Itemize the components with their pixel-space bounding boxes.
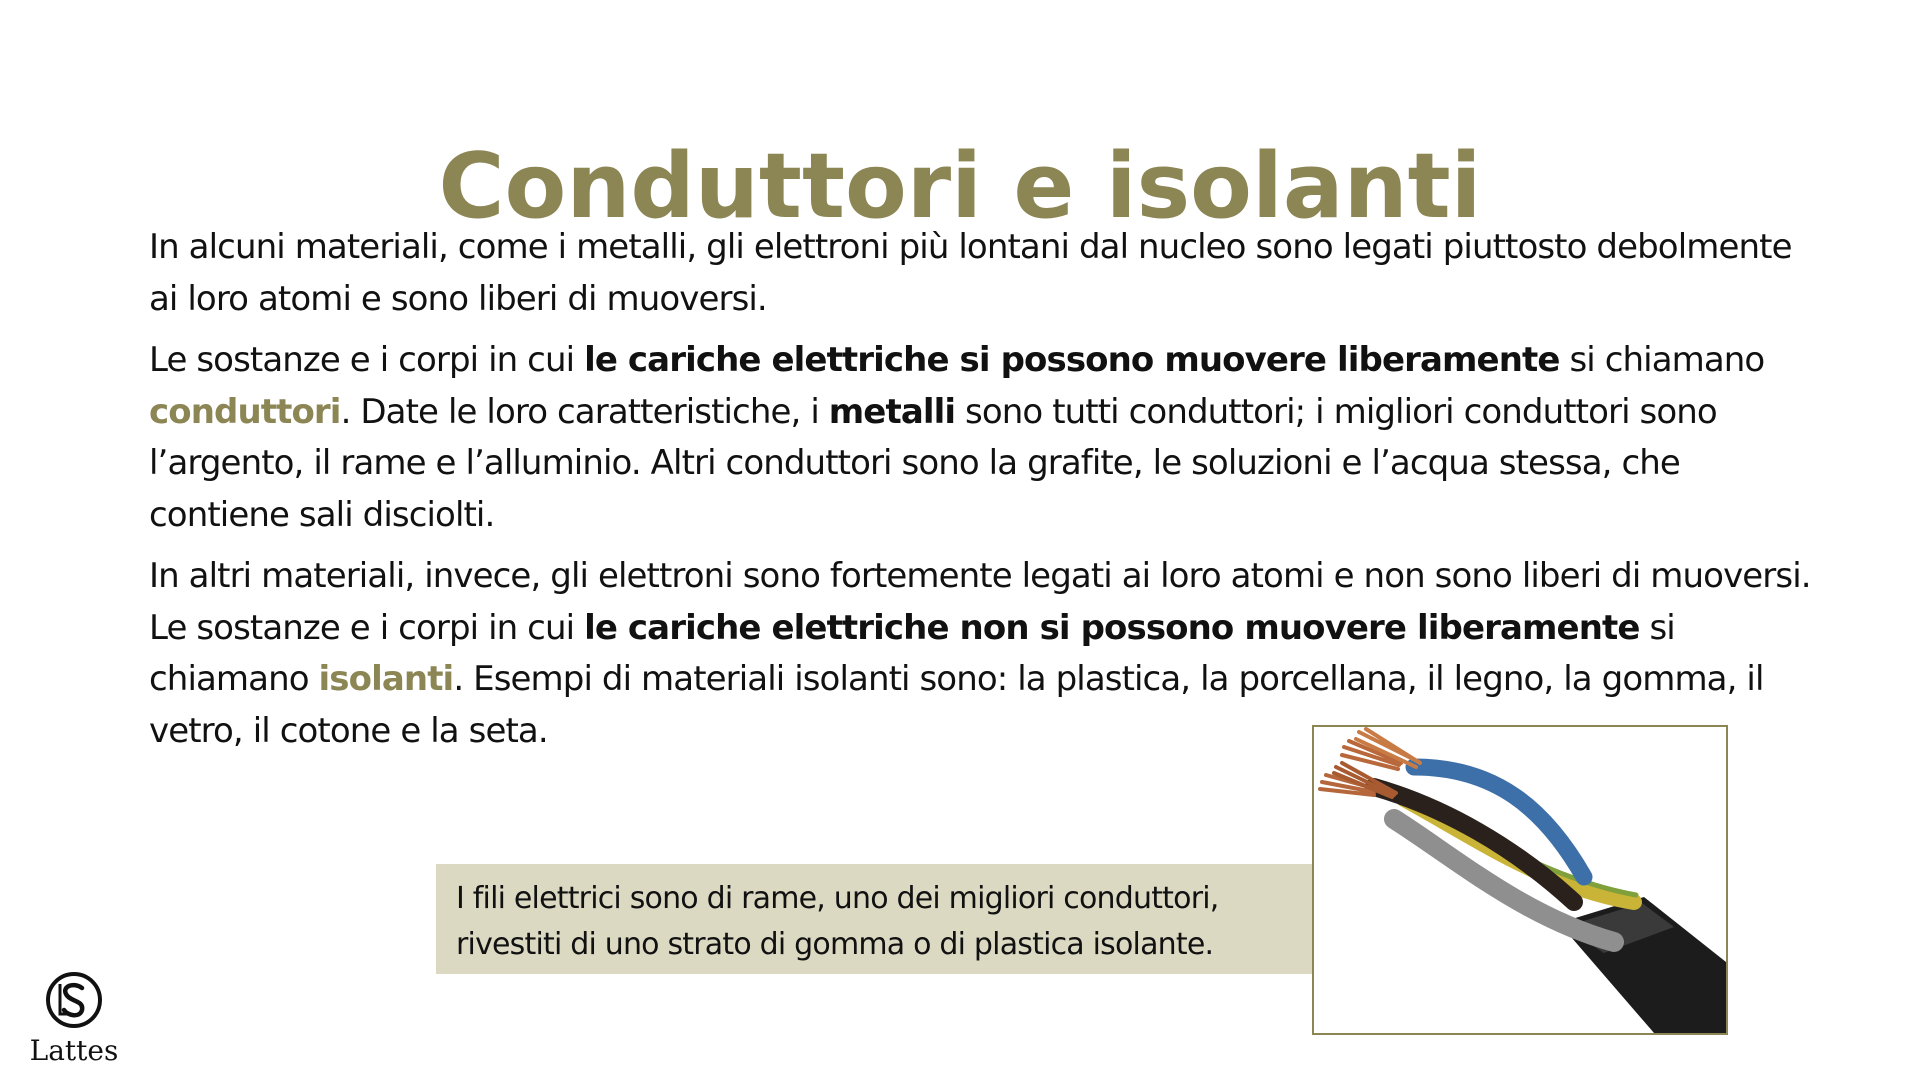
publisher-name: Lattes: [29, 1034, 119, 1067]
electric-cable-photo: [1312, 725, 1728, 1035]
bold-metals: metalli: [828, 391, 956, 432]
electric-cable-icon: [1314, 727, 1726, 1033]
paragraph-metals-electrons: In alcuni materiali, come i metalli, gli elettroni più lontani dal nucleo sono legati piuttosto debolmente ai loro atomi e sono liberi di muoversi.: [149, 227, 1792, 319]
paragraph-conductors: [149, 335, 1829, 541]
term-conductors: conduttori: [149, 391, 341, 432]
paragraph-conductors-text-3: . Date le loro caratteristiche, i: [340, 391, 829, 432]
lattes-logo-icon: [44, 970, 104, 1030]
body-text: [149, 222, 1829, 767]
paragraph-conductors-text-4: sono tutti conduttori; i migliori conduttori sono l’argento, il rame e l’alluminio. Altri conduttori sono la grafite, le soluzioni e l’acqua stessa, che contiene sali disciolti.: [149, 391, 1717, 535]
paragraph-conductors-text-2: si chiamano: [1559, 340, 1765, 380]
bold-charges-move-freely: le cariche elettriche si possono muovere liberamente: [584, 340, 1560, 380]
term-insulators: isolanti: [318, 659, 454, 699]
paragraph-conductors-text-1: Le sostanze e i corpi in cui: [149, 340, 585, 380]
paragraph-insulators-text-1: In altri materiali, invece, gli elettroni sono fortemente legati ai loro atomi e non sono liberi di muoversi. Le sostanze e i corpi in cui: [149, 556, 1811, 648]
publisher-logo: [26, 970, 122, 1070]
caption-line-2: rivestiti di uno strato di gomma o di plastica isolante.: [456, 927, 1214, 962]
bold-charges-not-move: le cariche elettriche non si possono muovere liberamente: [584, 607, 1640, 648]
paragraph-insulators-text-3: . Esempi di materiali isolanti sono: la plastica, la porcellana, il legno, la gomma, il vetro, il cotone e la seta.: [149, 659, 1764, 751]
logo-s-curve: [64, 985, 82, 1015]
copper-strands: [1320, 729, 1420, 797]
image-caption: [436, 864, 1314, 974]
paragraph-insulators-text-2: si chiamano: [149, 607, 1675, 699]
caption-line-1: I fili elettrici sono di rame, uno dei migliori conduttori,: [456, 881, 1219, 916]
page-title: Conduttori e isolanti: [438, 134, 1482, 240]
